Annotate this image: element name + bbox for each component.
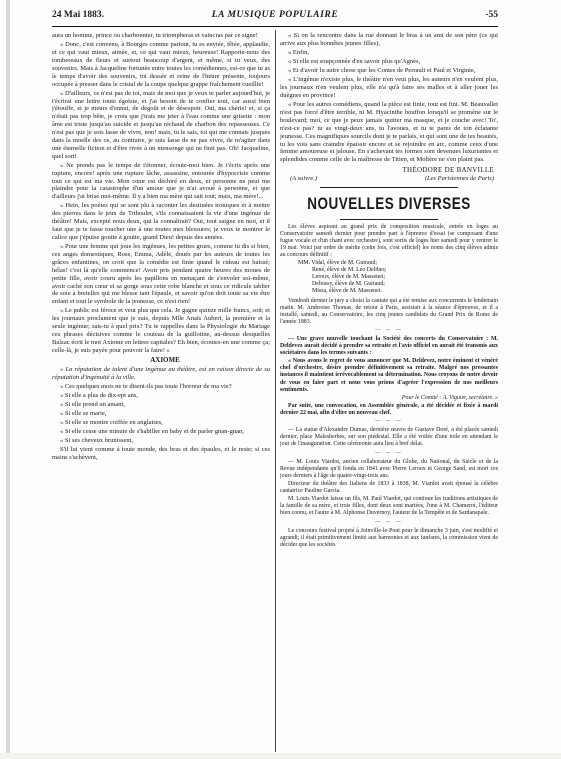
news-item: Le concours festival projeté à Joinville-le-Pont pour le dimanche 3 juin, s'est modifié et agrandi; il était primitivement limité aux harmonies et aux fanfares, la commission vient de décider que les sociétés [280, 527, 498, 548]
paragraph: « Si elle a plus de dix-ept ans, [60, 391, 138, 399]
axiome-heading: AXIOME [150, 355, 180, 364]
paragraph: S'il lui vient comme à toute monde, des bras et des épaules, et le reste; si ces mains s'achèvent, [52, 446, 270, 462]
paragraph: « Si on la rencontre dans la rue donnant le bras à un ami de son père (ce qui arrive aux plus honnêtes jeunes filles), [280, 32, 498, 47]
separator: — — — [375, 450, 403, 456]
left-column [52, 32, 270, 752]
paragraph: « Si elle cesse une minute de s'habiller en baby et de parler gnan-gnan, [60, 427, 244, 435]
axiome-text: « La réputation de talent d'une ingénue au théâtre, est en raison directe de sa réputation d'ingénuité à la ville. [52, 365, 270, 381]
list-item: René, élève de M. Léo Delibes; [312, 267, 387, 274]
paragraph: « Si elle se marie, [60, 409, 107, 417]
news-item: Par suite, une convocation, en Assemblée générale, a été décidée et fixée à mardi dernier 22 mai, afin d'élire un nouveau chef. [280, 403, 498, 417]
header-page-number: -55 [485, 10, 498, 20]
paragraph: « Le public est féroce et veut plus que cela. Je gagne quinze mille francs, soit; et les journaux proclament que je suis, depuis Mlle Anaïs Aubert, la première et la seule ingénue; sais-tu à quel prix? Tu te rappelles dans la Physiologie du Mariage ces phrases décisives comme le couteau de la guillotine, au-dessus desquelles Balzac écrit le mot Axiome en lettres capitales? Eh bien, écoutes-en une comme ça; celle-là, je suis payée pour pouvoir la faire! » [52, 307, 270, 354]
paragraph: « Si ses cheveux brunissent, [60, 437, 134, 445]
paragraph: « Ces quelques mots ne te disent-ils pas toute l'horreur de ma vie? [60, 382, 232, 390]
author-signature: THÉODORE DE BANVILLE [402, 166, 494, 175]
list-item: Debussy, élève de M. Guiraud; [312, 281, 385, 288]
news-item: — M. Louis Viardot, ancien collaborateur du Globe, du National, du Siècle et de la Revue indépendante qu'il fonda en 1841 avec Pierre Leroux et George Sand, est mort ces jours derniers à l'âge de quatre-vingt-trois ans. [280, 458, 498, 479]
paragraph: « Et d'avoir lu autre chose que les Contes de Perrault et Paul et Virginie, [288, 67, 476, 75]
header-rule [52, 26, 498, 27]
binding-edge [6, 0, 10, 759]
header-title: LA MUSIQUE POPULAIRE [211, 10, 339, 20]
to-be-continued: (A suivre.) [290, 175, 318, 183]
news-item: Directeur du théâtre des Italiens de 1833 à 1838, M. Viardot avait épousé la célèbre cantatrice Pauline Garcia. [280, 480, 498, 495]
news-item: M. Louis Viardot laisse un fils, M. Paul Viardot, qui continue les traditions artistiques de la famille de sa mère, et trois filles, dont deux sont mariées, l'une à M. Chamerot, l'éditeur bien connu, et l'autre à M. Alphonse Duvernoy, l'auteur de la Tempête et de Sardanapale. [280, 496, 498, 517]
list-item: Missa, élève de M. Massenet. [312, 288, 382, 295]
page-header [52, 10, 498, 24]
paragraph: aura un homme, prince ou charbonnier, tu triompheras et vaincras par ce signe! [52, 32, 258, 39]
paragraph: « L'ingénue n'existe plus, le théâtre n'en veut plus, les auteurs n'en veulent plus, les journaux n'en veulent plus, elle n'a qu'à faire ses malles et à aller jouer les duègnes en province! [280, 76, 498, 99]
paragraph: « Ne prends pas le temps de t'étonner, écoute-moi bien. Je t'écris après une rupture, encore! après une rupture lâche, assassine, entourée d'hypocrisie comme tout ce qui est ma vie. Mon cœur est déchiré en deux, et personne ne peut me plaindre pour la catastrophe d'un amour que je n'ai avoué à personne, et que d'ailleurs j'ai brisé moi-même. Il y a bien ma mère qui sait tout; mais, ma mère!... [52, 161, 270, 201]
news-quote: « Nous avons le regret de vous annoncer que M. Deldevez, notre éminent et vénéré chef d'orchestre, désire prendre définitivement sa retraite. Malgré nos pressantes instances il maintient irrévocablement sa détermination. Nous croyons de notre devoir de vous en faire part et nous vous prions d'agréer l'expression de nos meilleurs sentiments. [280, 358, 498, 393]
news-signature: Pour le Comité : A. Viguier, secrétaire. » [401, 394, 498, 401]
paragraph: « Si elle est soupçonnée d'en savoir plus qu'Agnès, [288, 58, 421, 66]
paragraph: « D'ailleurs, ce n'est pas de toi, mais de moi que je veux te parler aujourd'hui, je t'écrirai une lettre toute égoïste, et j'ai besoin de te confier tout, car aussi bien j'étouffe, et je meurs d'ennui, de dégoût et de désespoir. Oui, ma chérie! et, si ça n'était pas trop bête, je crois que j'irais me jeter à l'eau comme une grisette : mon âme est triste jusqu'au suicide et jusqu'au réchaud de charbon des repasseuses. Ce n'est pas que je sois lasse de vivre, non! mais, tu le sais, toi qui me connais jusques dans la moelle des os, au contraire, je suis lasse de ne pas vivre, de m'agiter dans une éternelle fiction et d'être rivée à un mensonge qui ne finit pas. Oh! Jacqueline, quel sort! [52, 89, 270, 160]
paragraph: « Si elle prend un amant, [60, 400, 125, 408]
list-item: MM. Vidal, élève de M. Guiraud; [298, 260, 378, 267]
admitted-list [298, 260, 498, 295]
right-column [280, 32, 498, 752]
section-underline [340, 219, 438, 220]
paragraph: « Pour une femme qui joue les ingénues, les petites grues, comme tu dis si bien, ces anges domestiques, Rose, Emma, Adèle, doués par les auteurs de toutes les grâces enfantines, on croit que la comédie est finie quand le rideau est baissé; hélas! c'est là qu'elle commence! Avoir pris pendant quatre heures des moues de petite fille, avoir couru après les papillons en menaçant de s'envoler soi-même, avoir caché son cœur et sa gorge sous cette robe blanche et sous ce ridicule tablier de soie à bretelles qui me blesse tant l'épaule, et savoir qu'on doit toute sa vie être enfant et tout le symbole de la jeunesse, ce n'est rien! [52, 243, 270, 306]
paragraph: « Pour les autres comédiens, quand la pièce est finie, tout est fini. M. Beauvallet n'est pas forcé d'être terrible, ni M. Hyacinthe bouffon lorsqu'il se promène sur le boulevard; moi, ce que je peux jamais quitter ma masque, et je couche avec! To', n'est-ce pas? tu as vingt-deux ans, tu l'avoues, et tu te pares de ton éclatante jeunesse. Ces magnifiques sourcils dont je te parlais, et qui sont une de tes beautés, tu les vois sans craindre épaissir encore et se rejoindre en arc, comme ceux d'une femme amoureuse et jalouse. En s'achevant tes formes sont devenues luxuriantes et splendides comme celle de la maîtresse de Titien, et Molière ne s'en plaint pas. [280, 101, 498, 164]
section-title: NOUVELLES DIVERSES [307, 194, 471, 213]
paragraph: « Donc, c'est convenu, à Bourges comme partout, tu es enviée, fêtée, applaudie, et ce qui vaut mieux, aimée, et, ce qui vaut mieux, heureuse! Rapporte-nous des tombereaux de fleurs et surtout beaucoup d'argent, et même, si tu veux, des souvenirs. Mais à Jacqueline fortunée entre toutes les comédiennes, est-ce que tu as le temps d'avoir des souvenirs, toi dessée et reine de l'heure présente, toujours occupée à presser dans le cristal de la coupe quelque grappe fraîchement cueillie! [52, 41, 270, 88]
separator: — — — [375, 419, 403, 425]
paragraph: « Hein, les poètes qui se sont plu à raconter les destinées ironiques et à mettre des pierres dans le jeux de Triboulet, s'ils connaissaient la vie d'une ingénue de théâtre! Mais, excepté nous deux, qui la connaîtrait? Oui, tout saigne en moi, et il faut que je te fasse toucher une à une toutes mes blessures; je veux te montrer le calice que j'épuise goutte à goutte, grand Dieu! depuis des années. [52, 202, 270, 242]
separator: — — — [375, 519, 403, 525]
paragraph: « Enfin, [288, 48, 309, 56]
paragraph: « Si elle se montre coiffée en anglaises, [60, 418, 163, 426]
column-divider [275, 30, 276, 752]
source-note: (Les Parisiennes de Paris) [424, 175, 494, 183]
list-item: Leroux, élève de M. Massenet; [312, 274, 385, 281]
signature-block [280, 166, 498, 184]
separator: — — — [375, 327, 403, 333]
news-item: — La statue d'Alexandre Dumas, dernière œuvre de Gustave Doré, a été placée samedi dernier, place Malesherbes, sur son piédestal. Elle a été voilée d'une toile en attendant le jour de l'inauguration. Cette cérémonie aura lieu à bref délai. [280, 427, 498, 448]
news-item: Vendredi dernier le jury a choisi la cantate qui a été remise aux concurrents le lendemain matin. M. Ambroise Thomas, de retour à Paris, assistait à la séance d'épreuves, et il a installé, samedi, au Conservatoire, les cinq jeunes candidats du Grand Prix de Rome de l'année 1883. [280, 297, 498, 325]
section-divider [320, 187, 458, 188]
page-bottom-edge [0, 753, 561, 759]
news-item: — Une grave nouvelle touchant la Société des concerts du Conservatoire : M. Deldevez aurait décidé à prendre sa retraite et l'avis officiel en aurait été transmis aux sociétaires dans les termes suivants : [280, 335, 498, 357]
header-date: 24 Mai 1883. [52, 10, 104, 20]
news-item: Les élèves aspirant au grand prix de composition musicale, entrés en loges au Conservatoire samedi dernier pour prendre part à l'épreuve d'essai (se composant d'une fugue vocale et d'un chant avec orchestre), sont sortis de loges hier samedi pour y rentrer le 19 mai. Voici par ordre de mérite (cette fois, c'est officiel) les noms des cinq élèves admis au concours définitif : [280, 223, 498, 258]
